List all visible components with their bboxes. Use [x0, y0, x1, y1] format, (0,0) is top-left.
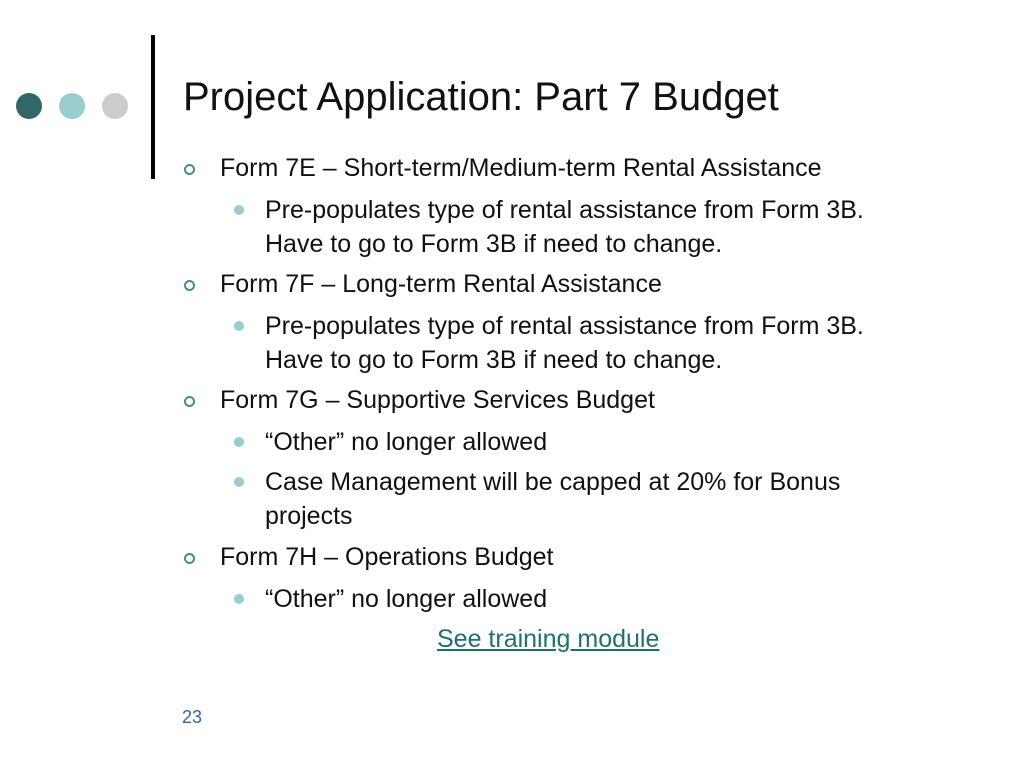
bullet-form-7e: Form 7E – Short-term/Medium-term Rental Assistance — [220, 154, 822, 182]
bullet-form-7f: Form 7F – Long-term Rental Assistance — [220, 270, 662, 298]
sub-bullet-icon — [234, 321, 244, 331]
bullet-icon — [184, 396, 195, 407]
bullet-icon — [184, 164, 195, 175]
sub-bullet-text: “Other” no longer allowed — [265, 428, 548, 456]
bullet-form-7h: Form 7H – Operations Budget — [220, 543, 554, 571]
sub-bullet-icon — [234, 477, 244, 487]
sub-bullet-icon — [234, 594, 244, 604]
sub-bullet-text-continued: Have to go to Form 3B if need to change. — [265, 230, 723, 258]
decorative-dot-dark — [16, 93, 42, 119]
sub-bullet-icon — [234, 437, 244, 447]
training-module-link[interactable]: See training module — [437, 625, 660, 653]
sub-bullet-text: “Other” no longer allowed — [265, 585, 548, 613]
sub-bullet-icon — [234, 205, 244, 215]
sub-bullet-text: Case Management will be capped at 20% for Bonus — [265, 468, 841, 496]
title-divider-bar — [151, 35, 155, 179]
slide-title: Project Application: Part 7 Budget — [183, 75, 779, 119]
decorative-dot-mid — [59, 93, 85, 119]
bullet-form-7g: Form 7G – Supportive Services Budget — [220, 386, 655, 414]
page-number: 23 — [182, 707, 203, 727]
bullet-icon — [184, 553, 195, 564]
sub-bullet-text: Pre-populates type of rental assistance from Form 3B. — [265, 196, 864, 224]
bullet-icon — [184, 280, 195, 291]
sub-bullet-text: Pre-populates type of rental assistance from Form 3B. — [265, 312, 864, 340]
sub-bullet-text-continued: Have to go to Form 3B if need to change. — [265, 346, 723, 374]
decorative-dot-light — [102, 93, 128, 119]
sub-bullet-text-continued: projects — [265, 502, 353, 530]
